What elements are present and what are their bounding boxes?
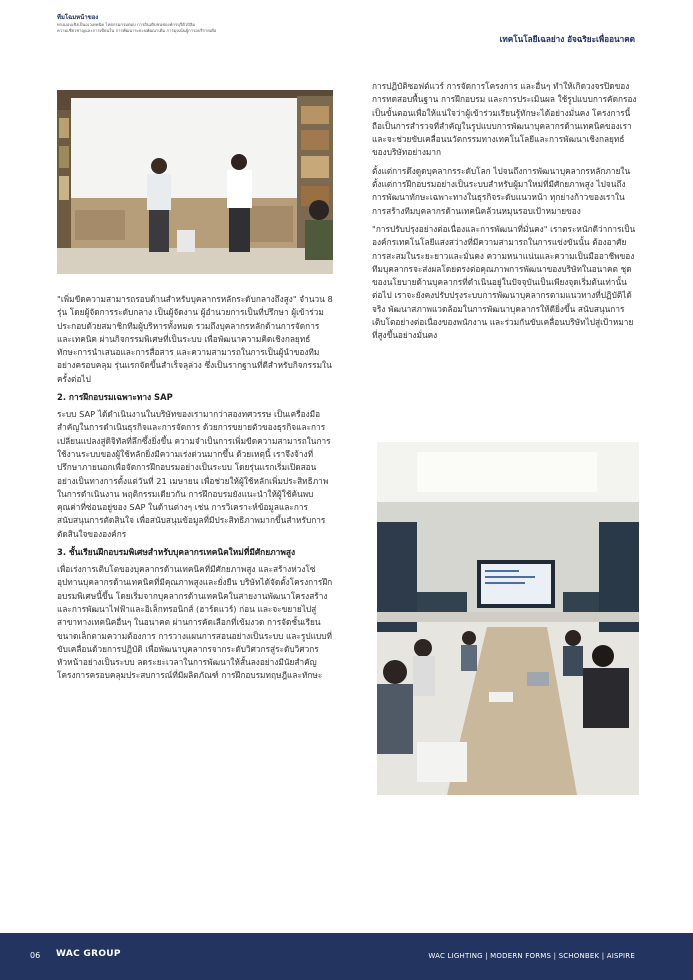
left-paragraph-3: เพื่อเร่งการเติบโตของบุคลากรด้านเทคนิคที่มีศักยภาพสูง และสร้างห่วงโซ่อุปทานบุคลากรด้านเทคนิคที่มีคุณภาพสูงและยั่งยืน บริษัทได้จัดตั้งโครงการฝึกอบรมพิเศษนี้ขึ้น โดยเริ่มจากบุคลากรด้านเทคนิคในสายงานพัฒนาโครงสร้างและการพัฒนาไฟฟ้าและอิเล็กทรอนิกส์ (ฮาร์ดแวร์) ก่อน และจะขยายไปสู่สาขาทางเทคนิคอื่นๆ ในอนาคต ผ่านการคัดเลือกที่เข้มงวด การจัดชั้นเรียนขนาดเล็กตามความต้องการ การวางแผนการสอนอย่างเป็นระบบ และรูปแบบที่ขับเคลื่อนด้วยการปฏิบัติ เพื่อพัฒนาบุคลากรจากระดับวิศวกรสู่ระดับวิศวกรหัวหน้าอย่างเป็นระบบ ลดระยะเวลาในการพัฒนาให้สั้นลงอย่างมีนัยสำคัญ โครงการครอบคลุมประสบการณ์ที่มีผลิตภัณฑ์ การฝึกอบรมทฤษฎีและทักษะ — [57, 564, 333, 681]
header-right-title: เทคโนโลยีเฉลย่าง อัจฉริยะเพื่ออนาคต — [499, 34, 635, 44]
header-subtitle-2: ความเชี่ยวชาญและการเขียนใน การพัฒนาระยะนพัฒนาเดิม การมุ่งเน้นผู้การอบรีรายเดือ — [57, 28, 217, 33]
footer-bar — [0, 933, 693, 980]
left-column — [57, 293, 333, 688]
section-heading-sap: 2. การฝึกอบรมเฉพาะทาง SAP — [57, 392, 173, 403]
footer-logo: WAC GROUP — [56, 949, 121, 959]
right-paragraph-1: การปฏิบัติซอฟต์แวร์ การจัดการโครงการ และอื่นๆ ทำให้เกิดวงจรปิดของการทดสอบพื้นฐาน การฝึกอบรม และการประเมินผล ใช้รูปแบบการคัดกรองเป็นขั้นตอนเพื่อให้แน่ใจว่าผู้เข้าร่วมเรียนรู้ทักษะได้อย่างมั่นคง โครงการนี้ถือเป็นการสำรวจที่สำคัญในรูปแบบการพัฒนาบุคลากรด้านเทคนิคของเรา และจะช่วยขับเคลื่อนนวัตกรรมทางเทคโนโลยีและการพัฒนาเชิงกลยุทธ์ของบริษัทอย่างมาก — [372, 81, 637, 158]
header-subtitle-1: ทรงมอบเชิงเป็นอเวเทคนิค ไทยกรมกรมตอบ การอินเติบชนชองค์กรบุรีตัวบิลิม — [57, 22, 196, 27]
meeting-room-photo-image — [377, 442, 639, 795]
presentation-photo-image — [57, 90, 333, 274]
right-paragraph-3: "การปรับปรุงอย่างต่อเนื่องและการพัฒนาที่มั่นคง" เราตระหนักดีว่าการเป็นองค์กรเทคโนโลยีแสงสว่างที่มีความสามารถในการแข่งขันนั้น ต้องอาศัยการสะสมในระยะยาวและมั่นคง ความหนาแน่นและความเป็นมืออาชีพของทีมบุคลากรจะส่งผลโดยตรงต่อคุณภาพการพัฒนาของบริษัทในอนาคต ชุดของนโยบายด้านบุคลากรที่ดำเนินอยู่ในปัจจุบันเป็นเพียงจุดเริ่มต้นเท่านั้น ต่อไป เราจะยังคงปรับปรุงระบบการพัฒนาบุคลากรตามแนวทางที่ปฏิบัติได้จริง พัฒนาสภาพแวดล้อมในการพัฒนาบุคลากรให้ดียิ่งขึ้น สนับสนุนการเติบโตอย่างต่อเนื่องของพนักงาน และร่วมกันขับเคลื่อนบริษัทไปสู่เป้าหมายที่สูงขึ้นอย่างมั่นคง — [372, 223, 636, 341]
right-column — [372, 80, 638, 348]
section-heading-special-class: 3. ชั้นเรียนฝึกอบรมพิเศษสำหรับบุคลากรเทคนิคใหม่ที่มีศักยภาพสูง — [57, 547, 296, 558]
right-paragraph-2: ตั้งแต่การดึงดูดบุคลากรระดับโลก ไปจนถึงการพัฒนาบุคลากรหลักภายใน ตั้งแต่การฝึกอบรมอย่างเป็นระบบสำหรับผู้มาใหม่ที่มีศักยภาพสูง ไปจนถึงการพัฒนาทักษะเฉพาะทางในธุรกิจระดับแนวหน้า ทุกย่างก้าวของเราในการสร้างทีมบุคลากรด้านเทคนิคล้วนหมุนรอบเป้าหมายของ — [372, 165, 631, 216]
header-title: ทีมโฉมหน้าของ — [57, 14, 99, 21]
page-number: 06 — [30, 951, 41, 960]
presentation-photo — [57, 90, 333, 274]
meeting-room-photo — [377, 442, 639, 795]
footer-brands: WAC LIGHTING | MODERN FORMS | SCHONBEK | AISPIRE — [428, 952, 635, 960]
left-paragraph-1: "เพิ่มขีดความสามารถรอบด้านสำหรับบุคลากรหลักระดับกลางถึงสูง" จำนวน 8 รุ่น โดยผู้จัดการระดับกลาง เป็นผู้จัดงาน ผู้อำนวยการเป็นที่ปรึกษา ผู้เข้าร่วมประกอบด้วยสมาชิกทีมผู้บริหารทั้งหมด รวมถึงบุคลากรหลักด้านการจัดการและเทคนิค ผ่านกิจกรรมพิเศษที่เป็นระบบ เพื่อพัฒนาความคิดเชิงกลยุทธ์ ทักษะการนำเสนอและการสื่อสาร และความสามารถในการเป็นผู้นำของทีมอย่างครอบคลุม รุ่นแรกจัดขึ้นสำเร็จลุล่วง ซึ่งเป็นรากฐานที่ดีสำหรับกิจกรรมในครั้งต่อไป — [57, 294, 333, 384]
left-paragraph-2: ระบบ SAP ได้ดำเนินงานในบริษัทของเรามากว่าสองทศวรรษ เป็นเครื่องมือสำคัญในการดำเนินธุรกิจและการจัดการ ด้วยการขยายตัวของธุรกิจและการเปลี่ยนแปลงสู่ดิจิทัลที่ลึกซึ้งยิ่งขึ้น ความจำเป็นการเพิ่มขีดความสามารถในการใช้งานระบบของผู้ใช้หลักยิ่งมีความเร่งด่วนมากขึ้น ด้วยเหตุนี้ เราจึงจ้างที่ปรึกษาภายนอกเพื่อจัดการฝึกอบรมอย่างเป็นระบบ โดยรุ่นแรกเริ่มเปิดสอนอย่างเป็นทางการตั้งแต่วันที่ 21 เมษายน เพื่อช่วยให้ผู้ใช้หลักเพิ่มประสิทธิภาพในการดำเนินงาน พฤติกรรมเดียวกัน การฝึกอบรมยังแนะนำให้ผู้ใช้ค้นพบคุณค่าที่ซ่อนอยู่ของ SAP ในด้านต่างๆ เช่น การวิเคราะห์ข้อมูลและการสนับสนุนการตัดสินใจ เพื่อสนับสนุนข้อมูลที่มีประสิทธิภาพมากขึ้นสำหรับการตัดสินใจขององค์กร — [57, 409, 331, 539]
header-left — [57, 14, 287, 34]
